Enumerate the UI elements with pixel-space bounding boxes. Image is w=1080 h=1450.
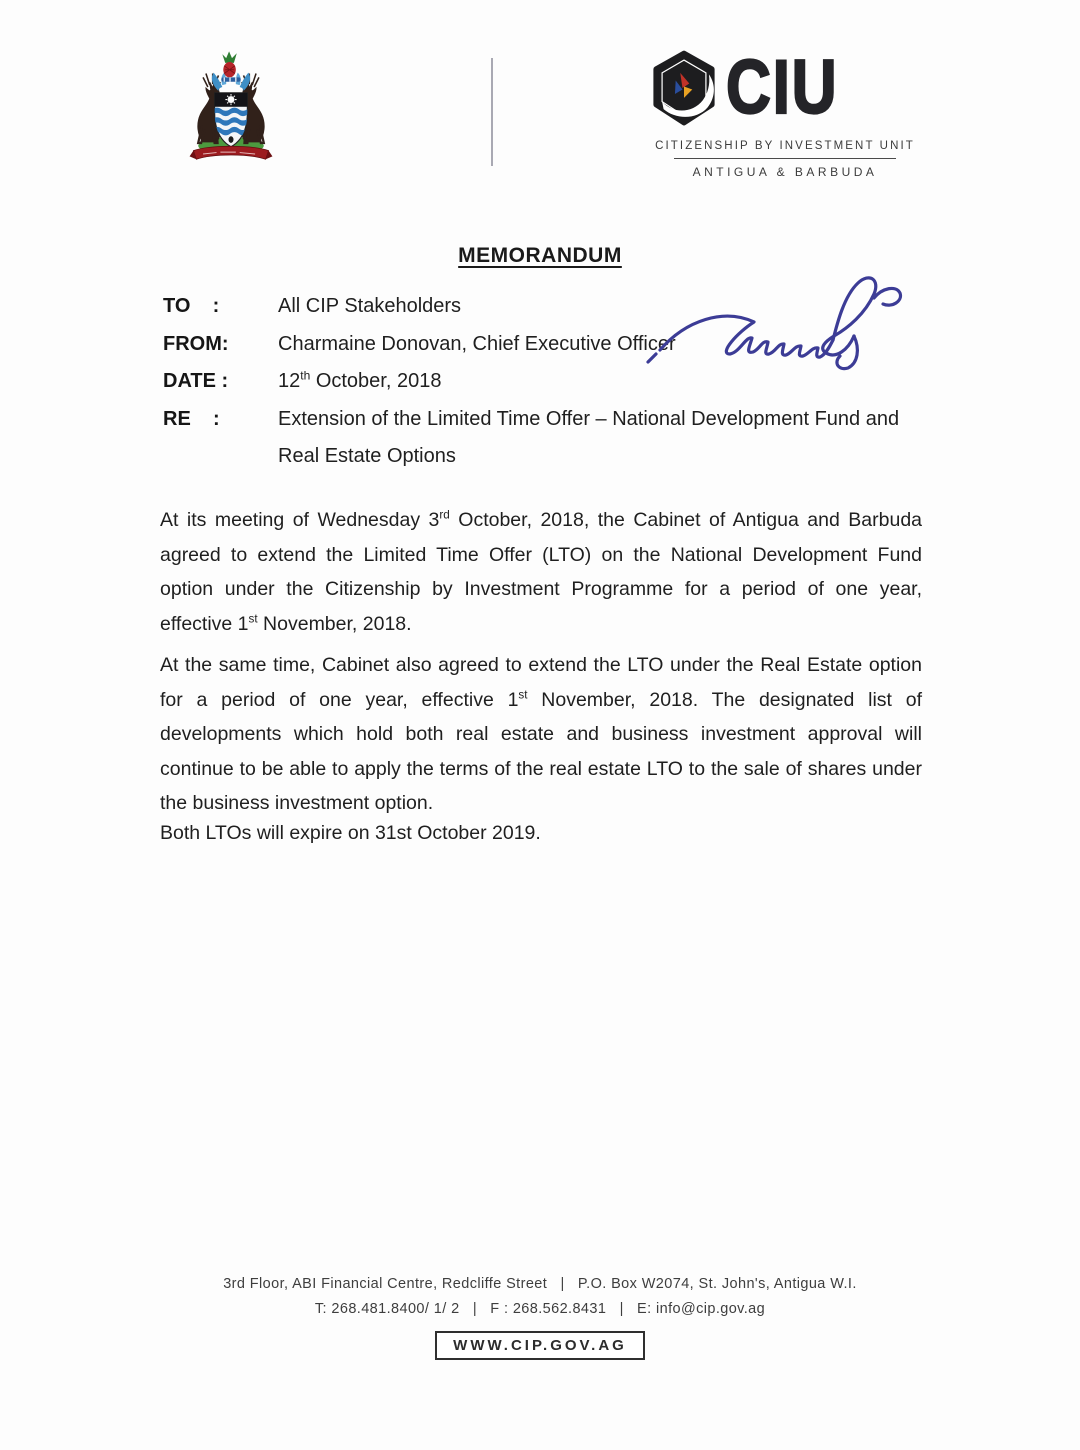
memo-field-date-value: 12th October, 2018 (278, 368, 442, 392)
pineapple-leaves (222, 51, 236, 63)
ciu-hexagon-icon (650, 50, 718, 126)
motto-scroll (190, 146, 273, 159)
memo-field-re-continuation (163, 438, 899, 476)
ciu-caption: CITIZENSHIP BY INVESTMENT UNIT (655, 140, 915, 152)
letterhead-divider (491, 58, 493, 166)
memo-field-date-label: DATE : (163, 370, 229, 392)
ciu-caption-divider (674, 158, 896, 159)
memo-title: MEMORANDUM (458, 244, 622, 267)
ciu-logo (650, 45, 920, 179)
ciu-acronym: CIU (726, 45, 839, 130)
body-paragraph-2: At the same time, Cabinet also agreed to extend the LTO under the Real Estate option for a period of one year, effective 1st November, 2018. The designated list of developments which hold both real estate and business investment approval will continue to be able to apply the terms of the real estate LTO to the sale of shares under the business investment option. (160, 654, 923, 814)
body-paragraph-1: At its meeting of Wednesday 3rd October, 2018, the Cabinet of Antigua and Barbuda agreed to extend the Limited Time Offer (LTO) on the National Development Fund option under the Citizenship by Investment Programme for a period of one year, effective 1st November, 2018. (160, 508, 923, 635)
memo-field-from-label: FROM: (163, 332, 229, 355)
antigua-barbuda-coat-of-arms-icon (178, 50, 284, 178)
memo-field-re-value-line2: Real Estate Options (278, 445, 456, 467)
body-paragraph-3: Both LTOs will expire on 31st October 2019. (160, 822, 541, 844)
memo-field-re (163, 401, 899, 439)
ciu-logo-row (650, 45, 920, 130)
memo-field-re-value-line1: Extension of the Limited Time Offer – National Development Fund and (278, 407, 900, 430)
memo-field-from-value: Charmaine Donovan, Chief Executive Officer (278, 332, 676, 355)
memo-field-to-value: All CIP Stakeholders (278, 295, 462, 317)
ceo-signature-ink-icon (646, 270, 922, 376)
memo-field-to-label: TO : (163, 295, 220, 317)
footer-address: 3rd Floor, ABI Financial Centre, Redcliffe Street | P.O. Box W2074, St. John's, Antigua W.I. (223, 1276, 857, 1292)
footer-contacts: T: 268.481.8400/ 1/ 2 | F : 268.562.8431 | E: info@cip.gov.ag (314, 1301, 766, 1317)
footer (0, 1272, 1080, 1360)
ciu-subcaption: ANTIGUA & BARBUDA (692, 165, 878, 179)
footer-website-box: WWW.CIP.GOV.AG (435, 1331, 645, 1360)
memo-field-re-label: RE : (163, 407, 220, 430)
